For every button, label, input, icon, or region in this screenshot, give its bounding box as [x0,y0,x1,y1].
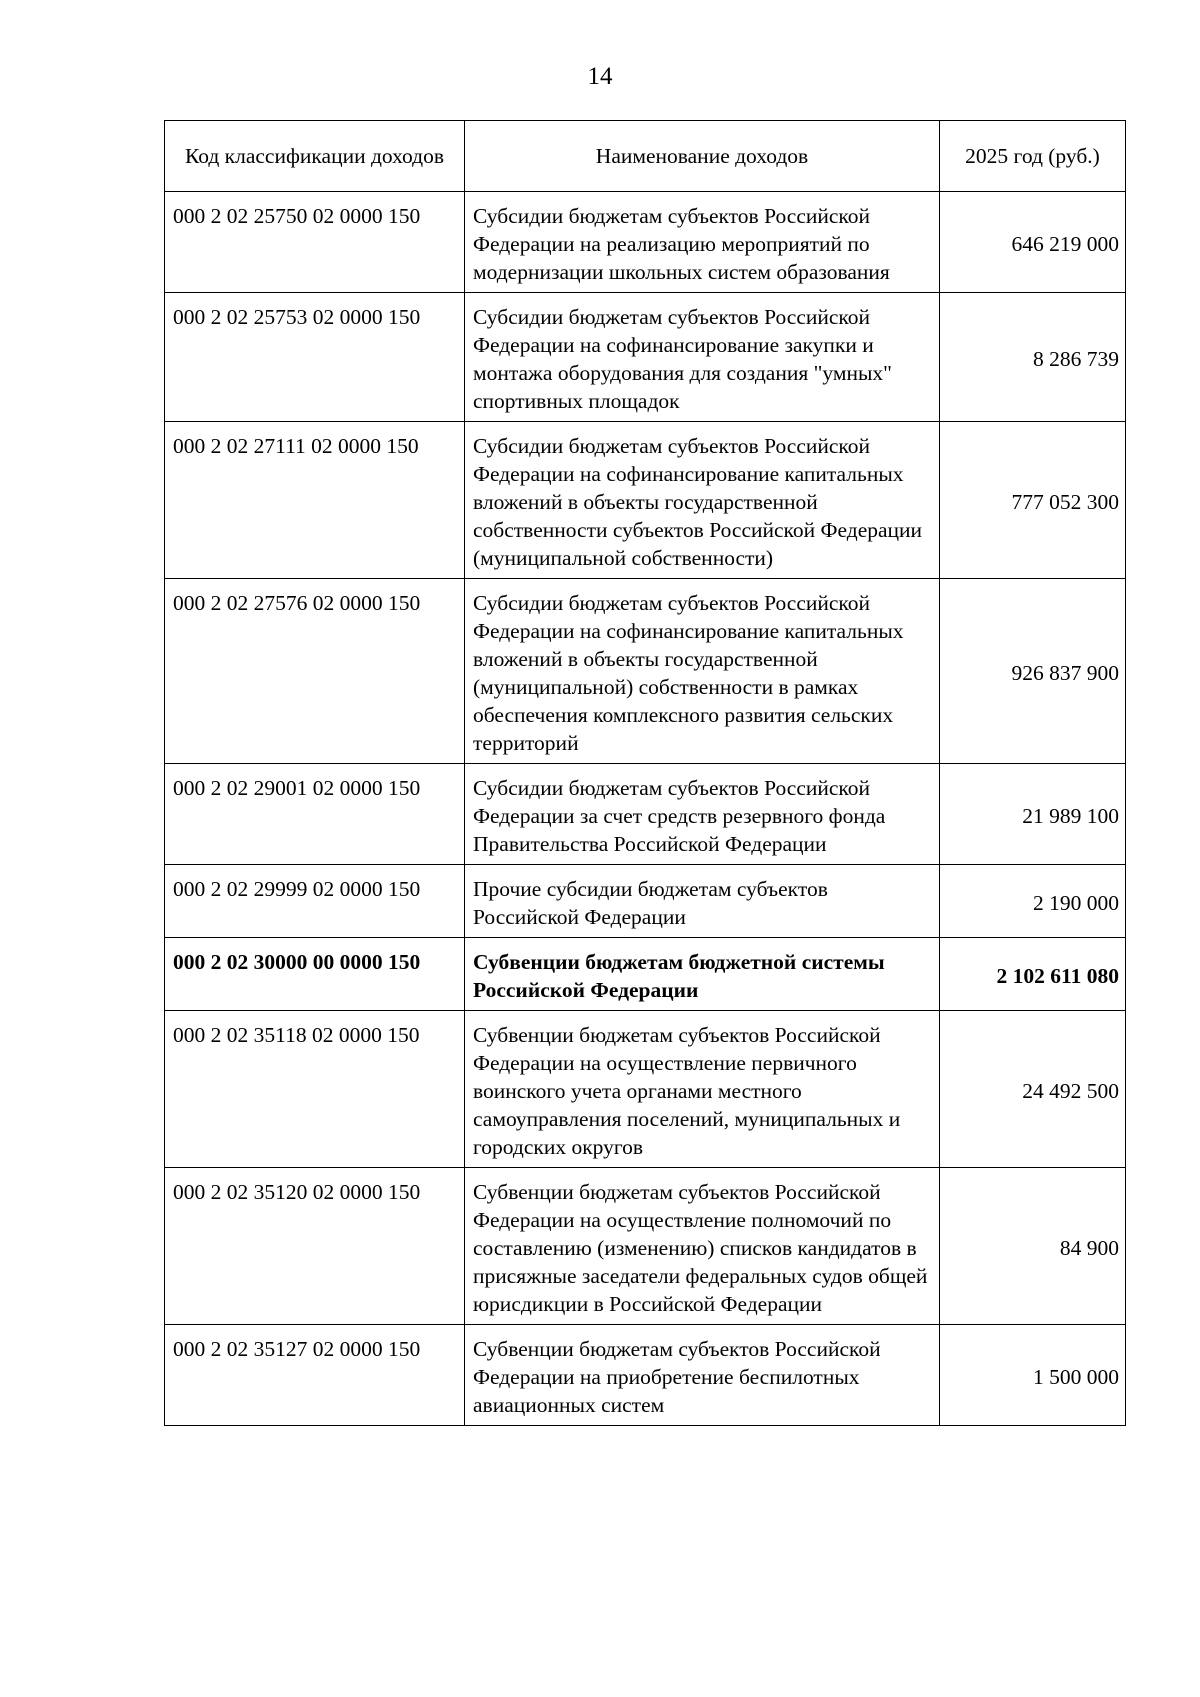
table-row [165,1011,1126,1168]
table-body [165,192,1126,1426]
table-row [165,422,1126,579]
amount-cell: 926 837 900 [940,579,1126,764]
amount-cell: 21 989 100 [940,764,1126,865]
code-cell: 000 2 02 25750 02 0000 150 [165,192,465,293]
code-cell: 000 2 02 35127 02 0000 150 [165,1325,465,1426]
name-cell: Субсидии бюджетам субъектов Российской Федерации на реализацию мероприятий по модернизации школьных систем образования [465,192,940,293]
code-cell: 000 2 02 29001 02 0000 150 [165,764,465,865]
amount-cell: 8 286 739 [940,293,1126,422]
amount-cell: 84 900 [940,1168,1126,1325]
code-cell: 000 2 02 29999 02 0000 150 [165,865,465,938]
table-row [165,1168,1126,1325]
name-cell: Субвенции бюджетам субъектов Российской Федерации на осуществление полномочий по составлению (изменению) списков кандидатов в присяжные заседатели федеральных судов общей юрисдикции в Российской Федерации [465,1168,940,1325]
amount-cell: 646 219 000 [940,192,1126,293]
code-cell: 000 2 02 25753 02 0000 150 [165,293,465,422]
name-cell: Прочие субсидии бюджетам субъектов Российской Федерации [465,865,940,938]
table-header-row [165,121,1126,192]
code-cell: 000 2 02 35120 02 0000 150 [165,1168,465,1325]
amount-cell: 777 052 300 [940,422,1126,579]
name-cell: Субвенции бюджетам субъектов Российской Федерации на осуществление первичного воинского учета органами местного самоуправления поселений, муниципальных и городских округов [465,1011,940,1168]
name-cell: Субсидии бюджетам субъектов Российской Федерации на софинансирование капитальных вложений в объекты государственной собственности субъектов Российской Федерации (муниципальной собственности) [465,422,940,579]
amount-cell: 24 492 500 [940,1011,1126,1168]
name-cell: Субвенции бюджетам бюджетной системы Российской Федерации [465,938,940,1011]
table-row [165,764,1126,865]
name-cell: Субсидии бюджетам субъектов Российской Федерации на софинансирование капитальных вложений в объекты государственной (муниципальной) собственности в рамках обеспечения комплексного развития сельских территорий [465,579,940,764]
code-cell: 000 2 02 27111 02 0000 150 [165,422,465,579]
name-cell: Субвенции бюджетам субъектов Российской Федерации на приобретение беспилотных авиационных систем [465,1325,940,1426]
header-name: Наименование доходов [465,121,940,192]
table-row [165,293,1126,422]
amount-cell: 2 102 611 080 [940,938,1126,1011]
code-cell: 000 2 02 27576 02 0000 150 [165,579,465,764]
page-number: 14 [587,63,613,90]
table-row [165,192,1126,293]
amount-cell: 1 500 000 [940,1325,1126,1426]
code-cell: 000 2 02 30000 00 0000 150 [165,938,465,1011]
income-table [164,120,1126,1426]
table-row [165,1325,1126,1426]
name-cell: Субсидии бюджетам субъектов Российской Федерации на софинансирование закупки и монтажа оборудования для создания "умных" спортивных площадок [465,293,940,422]
header-amount: 2025 год (руб.) [940,121,1126,192]
table-row [165,579,1126,764]
code-cell: 000 2 02 35118 02 0000 150 [165,1011,465,1168]
amount-cell: 2 190 000 [940,865,1126,938]
table-row [165,865,1126,938]
table-row [165,938,1126,1011]
header-code: Код классификации доходов [165,121,465,192]
name-cell: Субсидии бюджетам субъектов Российской Федерации за счет средств резервного фонда Правительства Российской Федерации [465,764,940,865]
